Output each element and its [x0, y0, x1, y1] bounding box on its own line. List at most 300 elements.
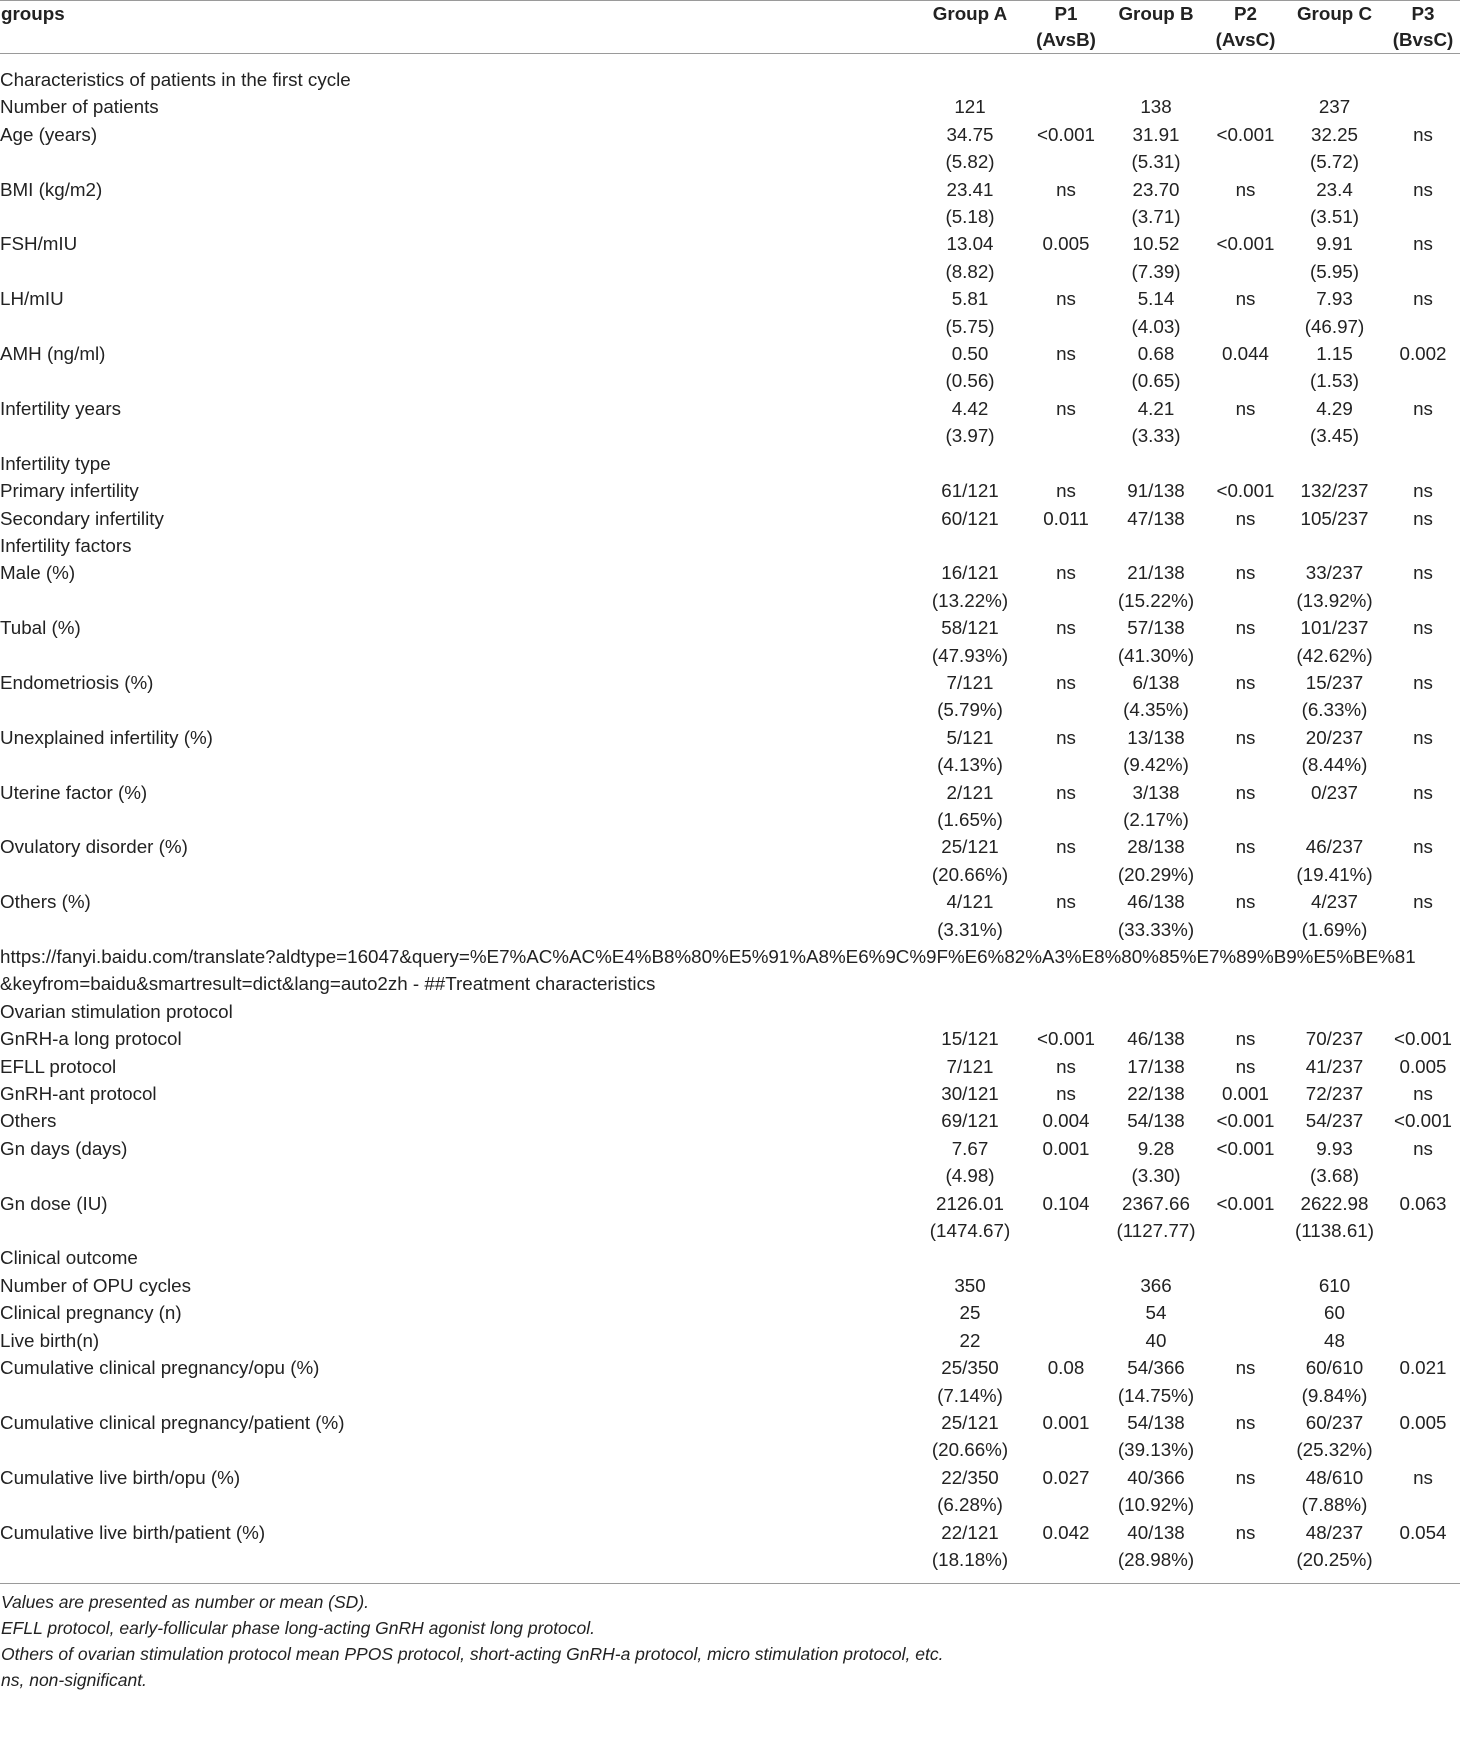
cell-value: (8.82) [945, 260, 995, 282]
cell-value: 16/121 [941, 562, 999, 584]
header-p3-line2: (BvsC) [1392, 29, 1454, 50]
cell-p3: 0.002 [1399, 343, 1447, 365]
cell-group-a [912, 477, 1028, 504]
row-label: Uterine factor (%) [0, 781, 148, 803]
cell-p2: ns [1235, 1028, 1256, 1050]
cell-value: 22/350 [941, 1466, 999, 1488]
cell-group-a [912, 1190, 1028, 1245]
cell-group-a [912, 559, 1028, 614]
table-row [0, 230, 1460, 285]
cell-group-c [1283, 1519, 1386, 1584]
cell-p2: ns [1235, 178, 1256, 200]
row-label: Ovulatory disorder (%) [0, 836, 188, 858]
cell-value: 57/138 [1127, 617, 1185, 639]
cell-value: 13.04 [946, 233, 994, 255]
cell-p2: <0.001 [1216, 1110, 1275, 1132]
row-label: BMI (kg/m2) [0, 178, 103, 200]
cell-value: 25/121 [941, 1411, 999, 1433]
table-row [0, 943, 1460, 998]
cell-group-b [1104, 93, 1208, 120]
cell-group-c [1283, 669, 1386, 724]
cell-value: 0/237 [1311, 781, 1358, 803]
cell-p3: ns [1413, 288, 1433, 310]
cell-p1: ns [1056, 1083, 1076, 1105]
cell-value: 46/237 [1305, 836, 1364, 858]
cell-value: 28/138 [1127, 836, 1185, 858]
cell-group-c [1283, 833, 1386, 888]
cell-group-a [912, 505, 1028, 532]
section-label: Infertility type [0, 452, 111, 474]
cell-group-c [1283, 395, 1386, 450]
cell-value: 60 [1324, 1302, 1345, 1324]
cell-p2: <0.001 [1216, 480, 1275, 502]
cell-value: (3.30) [1131, 1165, 1181, 1187]
cell-group-c [1283, 614, 1386, 669]
cell-p1: 0.011 [1043, 507, 1089, 529]
cell-p1: ns [1056, 288, 1076, 310]
cell-value: (9.84%) [1301, 1384, 1368, 1406]
table-row [0, 888, 1460, 943]
table-row [0, 1107, 1460, 1134]
cell-group-b [1104, 340, 1208, 395]
row-label: Cumulative clinical pregnancy/patient (%) [0, 1411, 345, 1433]
cell-group-c [1283, 1354, 1386, 1409]
cell-group-b [1104, 477, 1208, 504]
cell-p2: ns [1235, 397, 1256, 419]
cell-value: 5/121 [946, 726, 994, 748]
cell-p1: ns [1056, 617, 1076, 639]
row-label: Cumulative live birth/patient (%) [0, 1521, 266, 1543]
cell-value: 70/237 [1305, 1028, 1364, 1050]
cell-p2: <0.001 [1216, 1137, 1275, 1159]
cell-p3: ns [1413, 836, 1433, 858]
cell-group-a [912, 779, 1028, 834]
cell-value: 23.70 [1132, 178, 1180, 200]
cell-value: 17/138 [1127, 1055, 1185, 1077]
cell-group-c [1283, 1053, 1386, 1080]
table-row [0, 669, 1460, 724]
cell-value: 72/237 [1305, 1083, 1364, 1105]
cell-group-a [912, 1272, 1028, 1299]
cell-group-c [1283, 230, 1386, 285]
cell-value: 237 [1318, 96, 1351, 118]
cell-value: (1.65%) [937, 808, 1003, 830]
table-row [0, 93, 1460, 120]
cell-value: 5.14 [1137, 288, 1175, 310]
row-label: Live birth(n) [0, 1329, 100, 1351]
row-label: Infertility years [0, 397, 122, 419]
cell-group-a [912, 1053, 1028, 1080]
cell-group-a [912, 833, 1028, 888]
cell-p1: ns [1056, 726, 1076, 748]
table-footnotes [0, 1583, 1460, 1693]
cell-p1: 0.004 [1042, 1110, 1090, 1132]
row-label: Gn days (days) [0, 1137, 128, 1159]
cell-p1 [1028, 1327, 1104, 1354]
cell-p1: ns [1056, 836, 1076, 858]
cell-p3: 0.063 [1399, 1192, 1447, 1214]
cell-p3: 0.054 [1399, 1521, 1447, 1543]
header-p3 [1386, 1, 1460, 54]
cell-value: 25/121 [941, 836, 999, 858]
cell-group-c [1283, 340, 1386, 395]
cell-group-c [1283, 1190, 1386, 1245]
cell-group-b [1104, 176, 1208, 231]
cell-p3: ns [1413, 891, 1433, 913]
table-row [0, 450, 1460, 477]
cell-value: 121 [954, 96, 986, 118]
cell-value: 60/610 [1305, 1357, 1364, 1379]
cell-value: 0.68 [1137, 343, 1175, 365]
cell-value: 91/138 [1127, 480, 1185, 502]
cell-group-b [1104, 1053, 1208, 1080]
cell-value: 5.81 [951, 288, 989, 310]
row-label: Number of OPU cycles [0, 1274, 191, 1296]
cell-value: 60/237 [1305, 1411, 1364, 1433]
table-row [0, 1299, 1460, 1326]
cell-value: (14.75%) [1117, 1384, 1195, 1406]
cell-group-a [912, 1519, 1028, 1584]
cell-p2: ns [1235, 1055, 1256, 1077]
cell-value: (25.32%) [1296, 1439, 1373, 1461]
cell-p1: ns [1056, 397, 1076, 419]
row-label: Number of patients [0, 96, 159, 118]
cell-group-a [912, 669, 1028, 724]
cell-p2: ns [1235, 891, 1256, 913]
table-row [0, 1354, 1460, 1409]
cell-p1 [1028, 1299, 1104, 1326]
cell-value: 9.91 [1316, 233, 1353, 255]
cell-value: 3/138 [1132, 781, 1180, 803]
cell-group-c [1283, 121, 1386, 176]
cell-group-c [1283, 477, 1386, 504]
cell-group-c [1283, 285, 1386, 340]
cell-value: 20/237 [1305, 726, 1364, 748]
row-label: Others (%) [0, 891, 91, 913]
cell-group-b [1104, 1107, 1208, 1134]
cell-p1: 0.005 [1042, 233, 1090, 255]
row-label: Secondary infertility [0, 507, 164, 529]
table-row [0, 1190, 1460, 1245]
cell-group-a [912, 888, 1028, 943]
cell-p1: 0.042 [1042, 1521, 1090, 1543]
row-label: Unexplained infertility (%) [0, 726, 213, 748]
cell-value: 4/237 [1311, 891, 1358, 913]
cell-value: 7/121 [946, 1055, 994, 1077]
cell-p3: ns [1413, 726, 1433, 748]
cell-value: 54/138 [1127, 1411, 1185, 1433]
cell-value: (7.39) [1131, 260, 1181, 282]
cell-value: 69/121 [941, 1110, 999, 1132]
table-row [0, 505, 1460, 532]
cell-value: (5.72) [1309, 151, 1360, 173]
cell-value: (6.33%) [1301, 699, 1368, 721]
cell-value: (1127.77) [1116, 1220, 1196, 1242]
cell-group-b [1104, 230, 1208, 285]
cell-group-a [912, 724, 1028, 779]
cell-value: (6.28%) [937, 1494, 1003, 1516]
cell-p1: 0.001 [1042, 1137, 1090, 1159]
cell-value: 54 [1145, 1302, 1167, 1324]
cell-value: 46/138 [1127, 1028, 1185, 1050]
cell-group-b [1104, 395, 1208, 450]
cell-value: 60/121 [941, 507, 999, 529]
cell-group-a [912, 1327, 1028, 1354]
cell-p1: ns [1056, 343, 1076, 365]
row-label: Male (%) [0, 562, 76, 584]
cell-p3: ns [1413, 1083, 1433, 1105]
footnote: ns, non-significant. [1, 1670, 147, 1691]
table-row [0, 614, 1460, 669]
cell-value: 40 [1145, 1329, 1167, 1351]
cell-value: (13.22%) [931, 589, 1009, 611]
table-row [0, 833, 1460, 888]
cell-value: (47.93%) [931, 644, 1009, 666]
table-row [0, 559, 1460, 614]
row-label: Primary infertility [0, 480, 139, 502]
cell-value: 54/138 [1127, 1110, 1185, 1132]
section-label: Clinical outcome [0, 1247, 138, 1269]
cell-p1: ns [1056, 891, 1076, 913]
cell-value: 58/121 [941, 617, 999, 639]
table-row [0, 779, 1460, 834]
cell-p3: ns [1413, 781, 1433, 803]
cell-group-b [1104, 559, 1208, 614]
cell-p2 [1208, 93, 1283, 120]
cell-value: 54/366 [1127, 1357, 1185, 1379]
cell-value: (4.35%) [1123, 699, 1189, 721]
cell-p2: <0.001 [1216, 233, 1275, 255]
cell-p3: ns [1413, 671, 1433, 693]
cell-value: (5.79%) [937, 699, 1003, 721]
cell-group-b [1104, 724, 1208, 779]
cell-p2: ns [1235, 617, 1256, 639]
cell-group-b [1104, 1299, 1208, 1326]
cell-value: (5.95) [1309, 260, 1360, 282]
cell-value: (4.03) [1131, 315, 1181, 337]
cell-value: (3.68) [1309, 1165, 1360, 1187]
cell-group-b [1104, 1080, 1208, 1107]
cell-p1: 0.104 [1042, 1192, 1090, 1214]
cell-p2: 0.044 [1222, 343, 1269, 365]
cell-value: 350 [954, 1274, 986, 1296]
cell-group-c [1283, 505, 1386, 532]
cell-p3: ns [1413, 178, 1433, 200]
table-row [0, 1244, 1460, 1271]
table-row [0, 1519, 1460, 1584]
cell-group-a [912, 230, 1028, 285]
cell-value: 22/121 [941, 1521, 999, 1543]
cell-value: 22 [959, 1329, 981, 1351]
cell-value: (2.17%) [1123, 808, 1189, 830]
cell-group-b [1104, 779, 1208, 834]
table-row [0, 1135, 1460, 1190]
cell-p3: ns [1413, 233, 1433, 255]
cell-value: 105/237 [1300, 507, 1369, 529]
cell-value: 22/138 [1127, 1083, 1185, 1105]
cell-p1 [1028, 1272, 1104, 1299]
cell-value: (18.18%) [931, 1548, 1009, 1570]
header-p3-line1: P3 [1411, 3, 1435, 24]
cell-value: 25 [959, 1302, 981, 1324]
row-label: Tubal (%) [0, 617, 81, 639]
cell-group-c [1283, 93, 1386, 120]
cell-value: 9.28 [1137, 1137, 1175, 1159]
table-row [0, 1327, 1460, 1354]
cell-value: (28.98%) [1117, 1548, 1195, 1570]
cell-value: 13/138 [1127, 726, 1185, 748]
cell-value: 54/237 [1305, 1110, 1364, 1132]
header-p1 [1028, 1, 1104, 54]
cell-group-b [1104, 614, 1208, 669]
cell-p3 [1386, 1272, 1460, 1299]
cell-group-c [1283, 1409, 1386, 1464]
cell-group-c [1283, 1464, 1386, 1519]
cell-p1: <0.001 [1037, 123, 1095, 145]
cell-p3: <0.001 [1394, 1110, 1452, 1132]
cell-group-a [912, 1299, 1028, 1326]
cell-value: 21/138 [1127, 562, 1185, 584]
table-row [0, 1053, 1460, 1080]
cell-p2: ns [1235, 1357, 1256, 1379]
cell-value: (1.69%) [1301, 918, 1368, 940]
cell-value: 610 [1318, 1274, 1351, 1296]
cell-group-c [1283, 1025, 1386, 1052]
cell-p1: ns [1056, 671, 1076, 693]
cell-p3: ns [1413, 397, 1433, 419]
cell-value: (3.33) [1131, 425, 1181, 447]
cell-value: (20.66%) [931, 1439, 1009, 1461]
cell-value: (0.65) [1131, 370, 1181, 392]
cell-value: 47/138 [1127, 507, 1185, 529]
cell-value: 2367.66 [1122, 1192, 1190, 1214]
table-row [0, 395, 1460, 450]
cell-value: 61/121 [941, 480, 999, 502]
cell-p3 [1386, 93, 1460, 120]
cell-value: (10.92%) [1117, 1494, 1195, 1516]
cell-p2: ns [1235, 726, 1256, 748]
cell-p3: ns [1413, 1137, 1433, 1159]
cell-value: (5.18) [945, 206, 995, 228]
cell-value: (5.82) [945, 151, 995, 173]
cell-group-a [912, 285, 1028, 340]
cell-p1 [1028, 93, 1104, 120]
footnote: EFLL protocol, early-follicular phase long-acting GnRH agonist long protocol. [1, 1618, 596, 1639]
cell-value: 23.41 [946, 178, 994, 200]
cell-p2: <0.001 [1216, 1192, 1275, 1214]
cell-group-a [912, 1409, 1028, 1464]
cell-value: (20.66%) [931, 863, 1009, 885]
cell-p2 [1208, 1299, 1283, 1326]
cell-p3: 0.005 [1399, 1411, 1447, 1433]
cell-value: 40/366 [1127, 1466, 1185, 1488]
section-label: Ovarian stimulation protocol [0, 1000, 233, 1022]
cell-value: 31.91 [1132, 123, 1180, 145]
cell-value: 7.93 [1316, 288, 1353, 310]
cell-p3: ns [1413, 617, 1433, 639]
cell-value: 2/121 [946, 781, 994, 803]
cell-p3 [1386, 1299, 1460, 1326]
table-row [0, 1464, 1460, 1519]
cell-group-a [912, 1025, 1028, 1052]
cell-value: 7.67 [951, 1137, 989, 1159]
cell-p2: ns [1235, 507, 1256, 529]
cell-group-b [1104, 505, 1208, 532]
cell-value: (0.56) [945, 370, 995, 392]
table-header [0, 1, 1460, 54]
footnote: Values are presented as number or mean (SD). [1, 1592, 370, 1613]
cell-value: (4.98) [945, 1165, 995, 1187]
cell-group-b [1104, 1025, 1208, 1052]
cell-p3: ns [1413, 1466, 1433, 1488]
cell-value: 32.25 [1311, 123, 1358, 145]
cell-value: (46.97) [1304, 315, 1365, 337]
cell-value: (33.33%) [1117, 918, 1195, 940]
cell-p3: <0.001 [1394, 1028, 1452, 1050]
cell-group-b [1104, 833, 1208, 888]
table-row [0, 340, 1460, 395]
cell-value: (20.29%) [1117, 863, 1195, 885]
cell-value: 15/121 [941, 1028, 999, 1050]
cell-value: (1474.67) [929, 1220, 1011, 1242]
cell-group-b [1104, 669, 1208, 724]
cell-p2: <0.001 [1216, 123, 1275, 145]
cell-value: (3.51) [1309, 206, 1360, 228]
cell-group-b [1104, 285, 1208, 340]
cell-group-b [1104, 1409, 1208, 1464]
row-label: Cumulative clinical pregnancy/opu (%) [0, 1357, 320, 1379]
cell-p1: 0.08 [1047, 1357, 1085, 1379]
header-p1-line2: (AvsB) [1036, 29, 1096, 50]
cell-value: 15/237 [1305, 671, 1364, 693]
row-label: AMH (ng/ml) [0, 343, 106, 365]
cell-group-c [1283, 888, 1386, 943]
cell-value: 366 [1140, 1274, 1172, 1296]
cell-value: 48/237 [1305, 1521, 1364, 1543]
cell-group-a [912, 1354, 1028, 1409]
cell-value: (9.42%) [1123, 754, 1189, 776]
cell-p2 [1208, 1327, 1283, 1354]
header-p2-line2: (AvsC) [1215, 29, 1276, 50]
cell-value: (1.53) [1309, 370, 1360, 392]
cell-p2: ns [1235, 562, 1256, 584]
cell-value: 48 [1324, 1329, 1345, 1351]
row-label: GnRH-a long protocol [0, 1028, 182, 1050]
cell-p1: 0.001 [1042, 1411, 1090, 1433]
cell-value: (3.71) [1131, 206, 1181, 228]
table-row [0, 477, 1460, 504]
cell-p1: ns [1056, 1055, 1076, 1077]
table-row [0, 1025, 1460, 1052]
cell-p2: ns [1235, 781, 1256, 803]
cell-group-c [1283, 1135, 1386, 1190]
cell-p1: ns [1056, 178, 1076, 200]
row-label: GnRH-ant protocol [0, 1083, 157, 1105]
cell-value: (1138.61) [1294, 1220, 1374, 1242]
cell-p2: 0.001 [1222, 1083, 1269, 1105]
cell-group-a [912, 1464, 1028, 1519]
cell-value: (7.88%) [1301, 1494, 1368, 1516]
cell-group-a [912, 121, 1028, 176]
cell-value: 46/138 [1127, 891, 1185, 913]
cell-p1: ns [1056, 781, 1076, 803]
cell-p3: ns [1413, 562, 1433, 584]
section-label: Infertility factors [0, 534, 132, 556]
cell-value: 1.15 [1316, 343, 1353, 365]
row-label: Others [0, 1110, 57, 1132]
table-row [0, 176, 1460, 231]
row-label: Endometriosis (%) [0, 671, 154, 693]
